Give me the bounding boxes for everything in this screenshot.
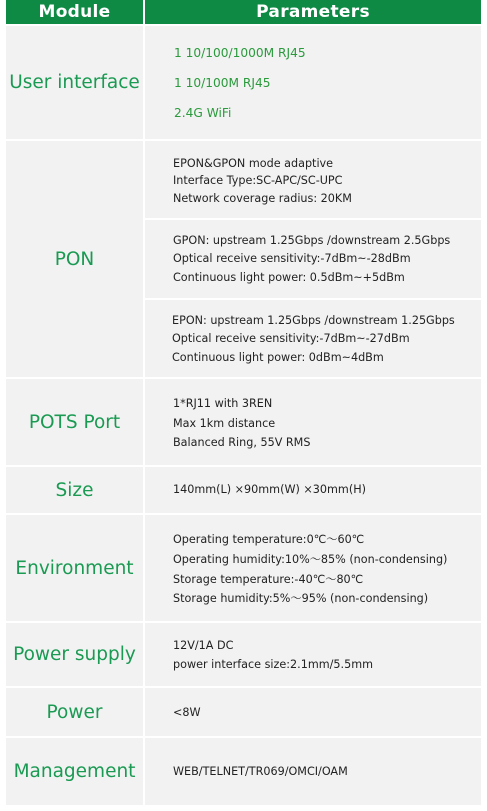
params-pon bbox=[145, 141, 481, 377]
param-line: 1 10/100/1000M RJ45 bbox=[174, 46, 306, 60]
param-line: 2.4G WiFi bbox=[174, 106, 232, 120]
params-power-supply bbox=[145, 623, 481, 686]
param-line: <8W bbox=[173, 706, 201, 719]
module-management: Management bbox=[6, 738, 143, 805]
param-line: GPON: upstream 1.25Gbps /downstream 2.5Gbps bbox=[173, 234, 451, 247]
param-line: EPON: upstream 1.25Gbps /downstream 1.25Gbps bbox=[172, 314, 455, 327]
param-line: Continuous light power: 0.5dBm~+5dBm bbox=[173, 271, 405, 284]
param-line: EPON&GPON mode adaptive bbox=[173, 157, 334, 170]
param-line: WEB/TELNET/TR069/OMCI/OAM bbox=[173, 765, 348, 778]
header-parameters: Parameters bbox=[145, 0, 481, 24]
module-pon: PON bbox=[6, 141, 143, 377]
param-line: 1 10/100M RJ45 bbox=[174, 76, 271, 90]
param-line: Network coverage radius: 20KM bbox=[173, 192, 352, 205]
param-line: Storage temperature:-40℃～80℃ bbox=[173, 573, 364, 586]
param-line: Balanced Ring, 55V RMS bbox=[173, 436, 311, 449]
pon-group-mode bbox=[145, 141, 481, 218]
param-line: 12V/1A DC bbox=[173, 639, 234, 652]
header-module: Module bbox=[6, 0, 143, 24]
param-line: Storage humidity:5%～95% (non-condensing) bbox=[173, 592, 429, 605]
module-user-interface: User interface bbox=[6, 26, 143, 139]
param-line: Operating temperature:0℃～60℃ bbox=[173, 533, 365, 546]
pon-group-epon bbox=[145, 300, 481, 377]
param-line: 140mm(L) ×90mm(W) ×30mm(H) bbox=[173, 483, 366, 496]
pon-group-gpon bbox=[145, 220, 481, 298]
params-power bbox=[145, 688, 481, 736]
module-power: Power bbox=[6, 688, 143, 736]
param-line: Optical receive sensitivity:-7dBm~-28dBm bbox=[173, 252, 411, 265]
params-management bbox=[145, 738, 481, 805]
param-line: Continuous light power: 0dBm~4dBm bbox=[172, 351, 384, 364]
param-line: Max 1km distance bbox=[173, 417, 276, 430]
params-user-interface bbox=[145, 26, 481, 139]
param-line: 1*RJ11 with 3REN bbox=[173, 397, 273, 410]
param-line: Interface Type:SC-APC/SC-UPC bbox=[173, 174, 343, 187]
params-pots-port bbox=[145, 379, 481, 465]
params-size bbox=[145, 467, 481, 513]
module-environment: Environment bbox=[6, 515, 143, 621]
param-line: Operating humidity:10%～85% (non-condensing) bbox=[173, 553, 448, 566]
module-power-supply: Power supply bbox=[6, 623, 143, 686]
param-line: Optical receive sensitivity:-7dBm~-27dBm bbox=[172, 332, 410, 345]
module-pots-port: POTS Port bbox=[6, 379, 143, 465]
params-environment bbox=[145, 515, 481, 621]
param-line: power interface size:2.1mm/5.5mm bbox=[173, 658, 373, 671]
module-size: Size bbox=[6, 467, 143, 513]
